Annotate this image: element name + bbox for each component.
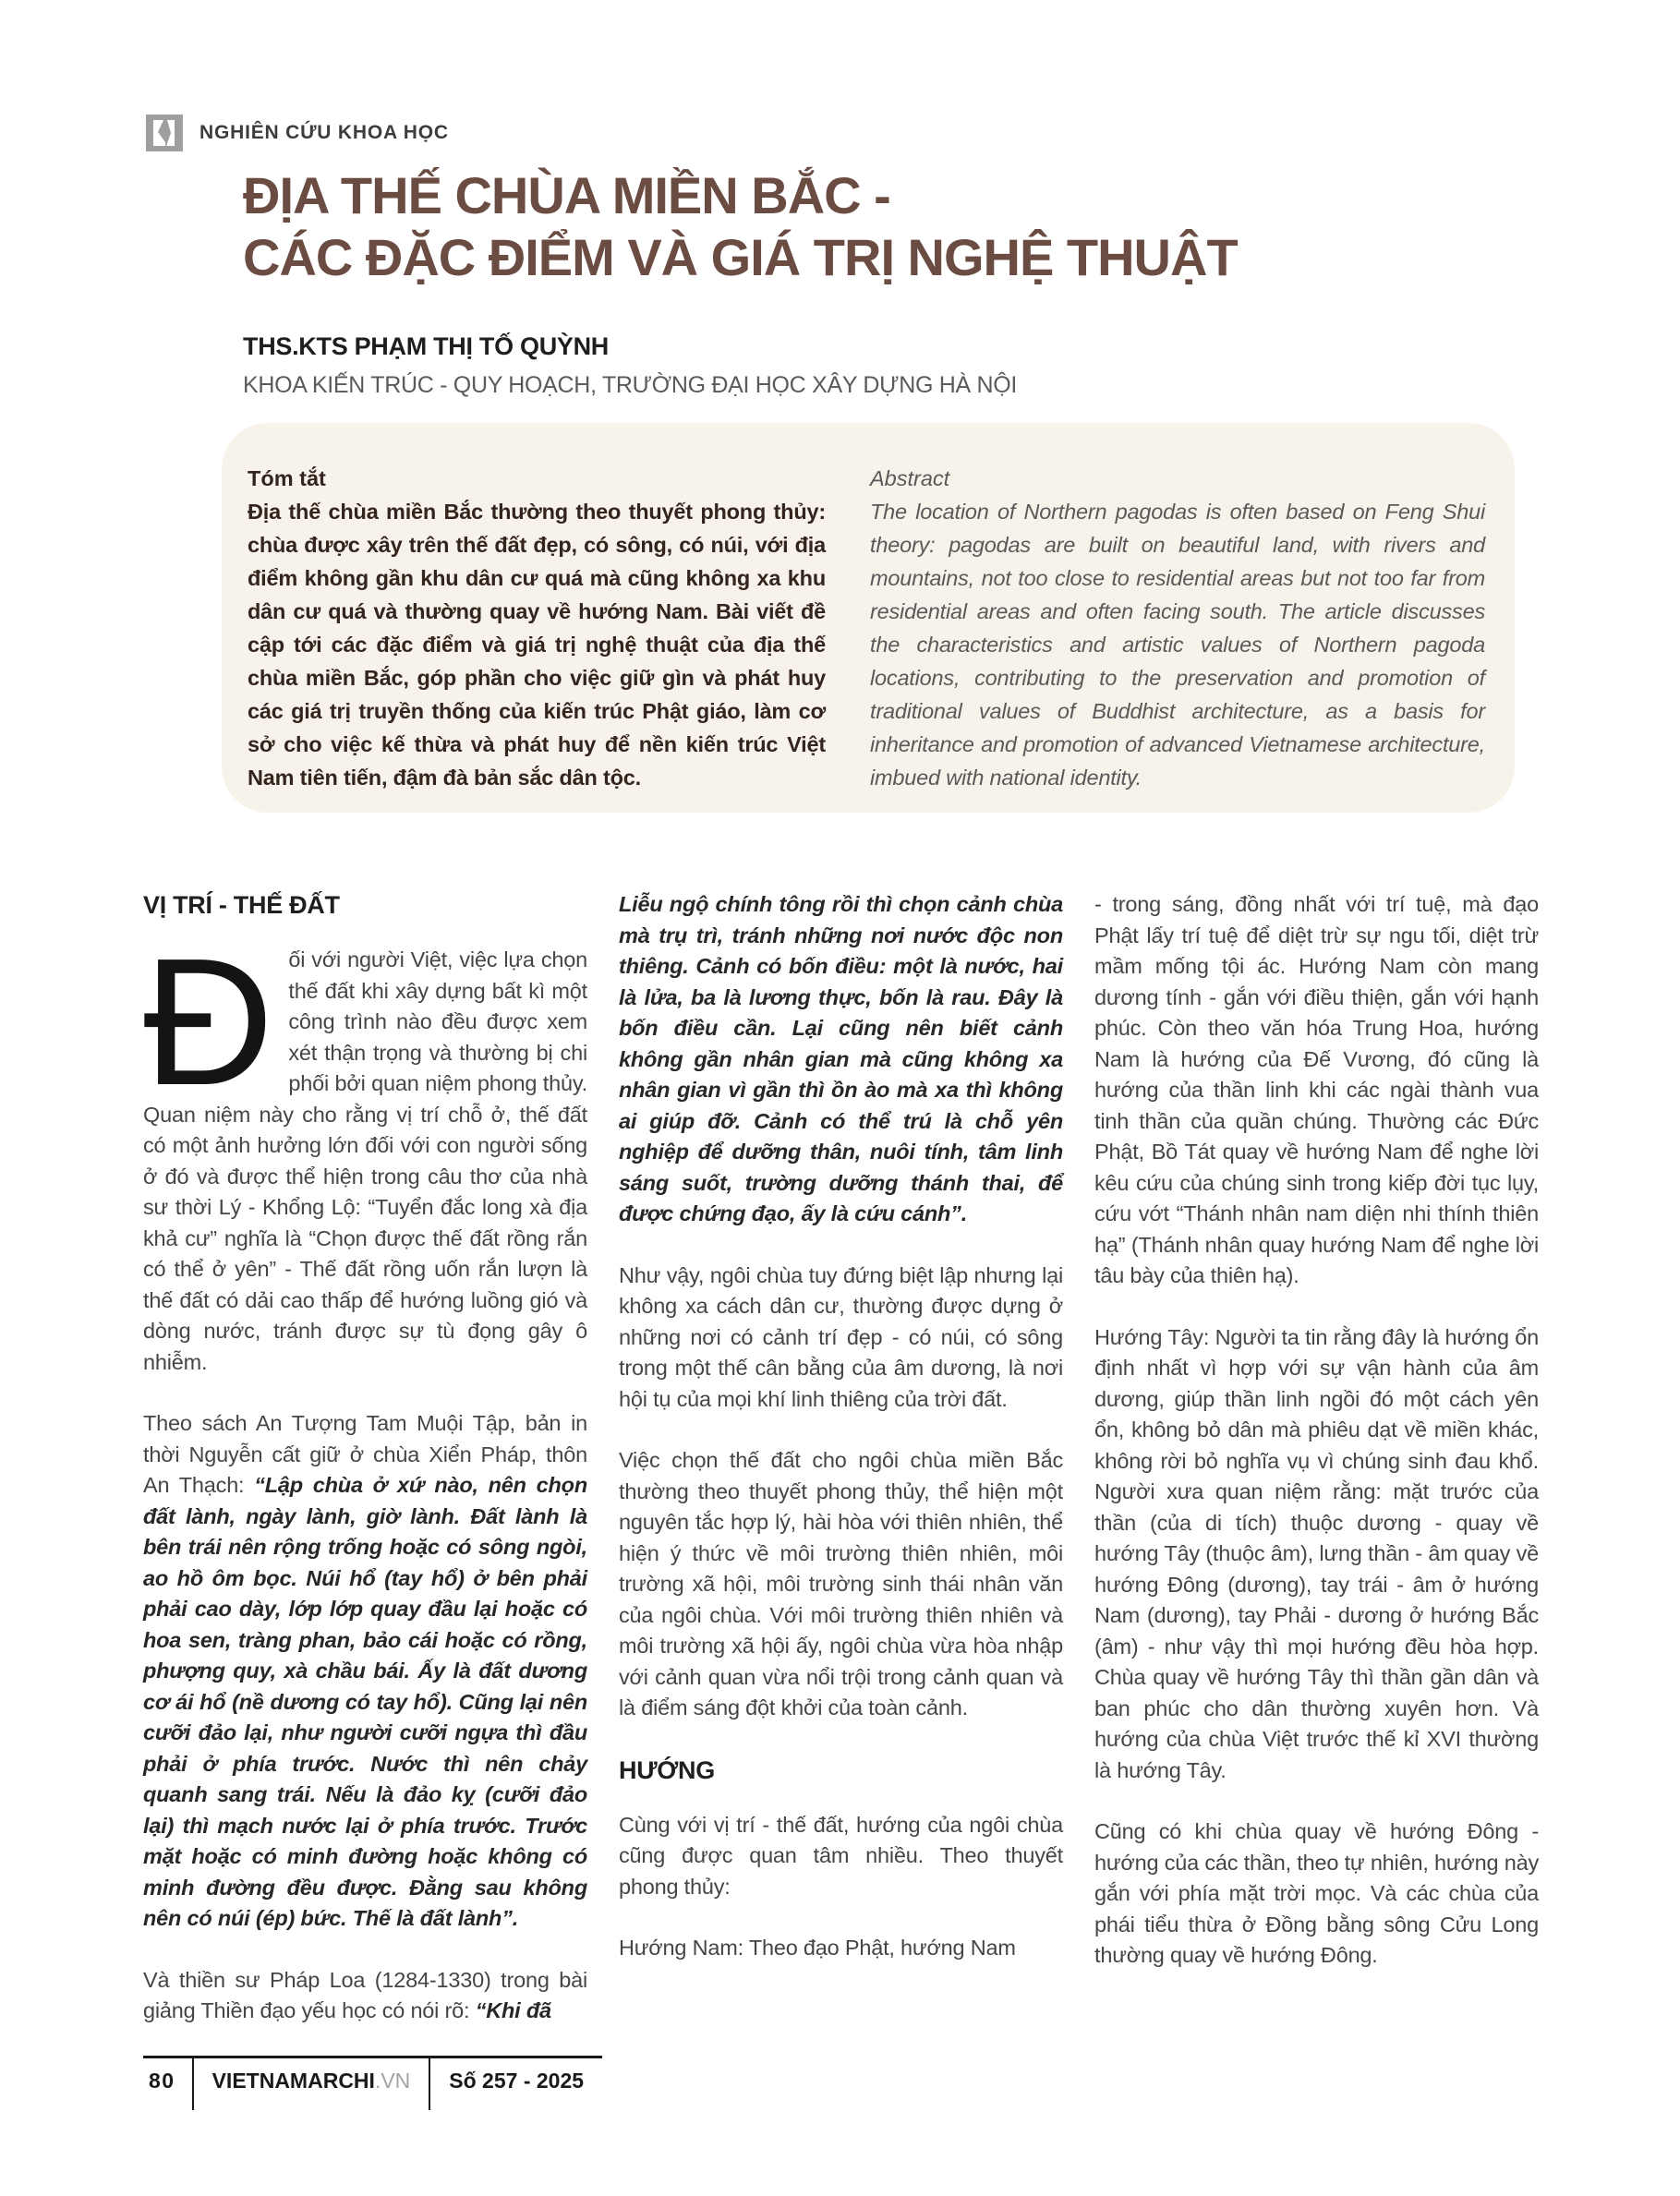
paragraph: Như vậy, ngôi chùa tuy đứng biệt lập nhưng lại không xa cách dân cư, thường được dựng ở những nơi có cảnh trí đẹp - có núi, có sông trong một thế cân bằng của âm dương, là nơi hội tụ của mọi khí linh thiêng của trời đất. — [619, 1262, 1063, 1411]
paragraph: Cùng với vị trí - thế đất, hướng của ngôi chùa cũng được quan tâm nhiều. Theo thuyết phong thủy: — [619, 1812, 1063, 1899]
abstract-vietnamese — [248, 462, 826, 813]
heading-huong: HƯỚNG — [619, 1756, 715, 1784]
abstract-en-body: The location of Northern pagodas is often based on Feng Shui theory: pagodas are built on beautiful land, with rivers and mountains, not too close to residential areas but not too far from residential areas and often facing south. The article discusses the characteristics and artistic values of Northern pagoda locations, contributing to the preservation and promotion of traditional values of Buddhist architecture, as a basis for inheritance and promotion of advanced Vietnamese architecture, imbued with national identity. — [870, 500, 1485, 790]
author-name: THS.KTS PHẠM THỊ TỐ QUỲNH — [243, 332, 609, 360]
section-label: NGHIÊN CỨU KHOA HỌC — [199, 122, 449, 143]
paragraph: Cũng có khi chùa quay về hướng Đông - hướng của các thần, theo tự nhiên, hướng này gắn với phía mặt trời mọc. Và các chùa của phái tiểu thừa ở Đồng bằng sông Cửu Long thường quay về hướng Đông. — [1094, 1819, 1539, 1967]
quoted-text: “Lập chùa ở xứ nào, nên chọn đất lành, ngày lành, giờ lành. Đất lành là bên trái nên rộng trống hoặc có sông ngòi, ao hồ ôm bọc. Núi hổ (tay hổ) ở bên phải phải cao dày, lớp lớp quay đầu lại hoặc có hoa sen, tràng phan, bảo cái hoặc có rồng, phượng quy, xà chầu bái. Ấy là đất dương cơ ái hổ (nề dương có tay hổ). Cũng lại nên cưỡi đảo lại, như người cưỡi ngựa thì đầu phải ở phía trước. Nước thì nên chảy quanh sang trái. Nếu là đảo kỵ (cưỡi đảo lại) thì mạch nước lại ở phía trước. Trước mặt hoặc có minh đường hoặc không có minh đường đều được. Đằng sau không nên có núi (ép) bức. Thế là đất lành”. — [143, 1473, 587, 1930]
issue-number: Số 257 - 2025 — [449, 2069, 585, 2093]
body-column-1 — [143, 889, 587, 2027]
site-name-suffix: .VN — [374, 2069, 411, 2093]
paragraph: Việc chọn thế đất cho ngôi chùa miền Bắc thường theo thuyết phong thủy, thể hiện một nguyên tắc hợp lý, hài hòa với thiên nhiên, thể hiện ý thức về môi trường thiên nhiên, môi trường xã hội, môi trường sinh thái nhân văn của ngôi chùa. Với môi trường thiên nhiên và môi trường xã hội ấy, ngôi chùa vừa hòa nhập với cảnh quan vừa nổi trội trong cảnh quan và là điểm sáng đột khởi của toàn cảnh. — [619, 1448, 1063, 1719]
journal-logo-icon — [146, 115, 183, 151]
article-title-line1: ĐỊA THẾ CHÙA MIỀN BẮC - — [243, 166, 890, 224]
abstract-vi-heading: Tóm tắt — [248, 466, 326, 490]
quoted-text-continued: Liễu ngộ chính tông rồi thì chọn cảnh chùa mà trụ trì, tránh những nơi nước độc non thiêng. Cảnh có bốn điều: một là nước, hai là lửa, ba là lương thực, bốn là rau. Đây là bốn điều cần. Lại cũng nên biết cảnh không gần nhân gian mà cũng không xa nhân gian vì gần thì ồn ào mà xa thì không ai giúp đỡ. Cảnh có thể trú là chỗ yên nghiệp để dưỡng thân, nuôi tính, tâm linh sáng suốt, trường dưỡng thánh thai, để được chứng đạo, ấy là cứu cánh”. — [619, 892, 1063, 1225]
article-title — [243, 164, 1238, 288]
paragraph: Hướng Tây: Người ta tin rằng đây là hướng ổn định nhất vì hợp với sự vận hành của âm dương, giúp thần linh ngồi đó một cách yên ổn, không bỏ dân mà phiêu dạt về miền khác, không rời bỏ nghĩa vụ vì chúng sinh đau khổ. Người xưa quan niệm rằng: mặt trước của thần (của di tích) thuộc dương - quay về hướng Tây (thuộc âm), lưng thần - âm quay về hướng Đông (dương), tay trái - âm ở hướng Nam (dương), tay Phải - dương ở hướng Bắc (âm) - như vậy thì mọi hướng đều hòa hợp. Chùa quay về hướng Tây thì thần gần dân và ban phúc cho dân thường xuyên hơn. Và hướng của chùa Việt trước thế kỉ XVI thường là hướng Tây. — [1094, 1324, 1539, 1782]
abstract-box — [222, 423, 1515, 813]
paragraph — [143, 1965, 587, 2027]
body-column-2 — [619, 889, 1063, 2027]
paragraph-text: ối với người Việt, việc lựa chọn thế đất khi xây dựng bất kì một công trình nào đều được xem xét thận trọng và thường bị chi phối bởi quan niệm phong thủy. Quan niệm này cho rằng vị trí chỗ ở, thế đất có một ảnh hưởng lớn đối với con người sống ở đó và được thể hiện trong câu thơ của nhà sư thời Lý - Khổng Lộ: “Tuyển đắc long xà địa khả cư” nghĩa là “Chọn được thế đất rồng rắn có thể ở yên” - Thế đất rồng uốn rắn lượn là thế đất có dải cao thấp để hướng luồng gió và dòng nước, tránh được sự tù đọng gây ô nhiễm. — [143, 947, 587, 1374]
abstract-en-heading: Abstract — [870, 466, 950, 490]
page-footer — [143, 2056, 602, 2110]
paragraph-text: Và thiền sư Pháp Loa (1284-1330) trong bài giảng Thiền đạo yếu học có nói rõ: — [143, 1967, 587, 2022]
heading-vi-tri-the-dat: VỊ TRÍ - THẾ ĐẤT — [143, 891, 340, 919]
article-title-line2: CÁC ĐẶC ĐIỂM VÀ GIÁ TRỊ NGHỆ THUẬT — [243, 228, 1238, 286]
page-header — [146, 115, 449, 151]
page-number: 80 — [149, 2069, 175, 2093]
quoted-text: “Khi đã — [475, 1998, 551, 2022]
paragraph — [143, 1408, 587, 1935]
site-name — [192, 2058, 431, 2110]
paragraph: Hướng Nam: Theo đạo Phật, hướng Nam — [619, 1936, 1016, 1960]
paragraph-text: Theo sách An Tượng Tam Muội Tập, bản in thời Nguyễn cất giữ ở chùa Xiển Pháp, thôn An Thạch: — [143, 1411, 587, 1497]
site-name-main: VIETNAMARCHI — [212, 2069, 375, 2093]
article-body — [143, 889, 1540, 2027]
paragraph: - trong sáng, đồng nhất với trí tuệ, mà đạo Phật lấy trí tuệ để diệt trừ sự ngu tối, diệt trừ mầm mống tội ác. Hướng Nam còn mang dương tính - gắn với điều thiện, gắn với hạnh phúc. Còn theo văn hóa Trung Hoa, hướng Nam là hướng của Đế Vương, đó cũng là hướng của thần linh khi các ngài thành vua tinh thần của quần chúng. Thường các Đức Phật, Bồ Tát quay về hướng Nam để nghe lời kêu cứu của chúng sinh trong kiếp đời tục lụy, cứu vớt “Thánh nhân nam diện nhi thính thiên hạ” (Thánh nhân quay hướng Nam để nghe lời tâu bày của thiên hạ). — [1094, 892, 1539, 1287]
abstract-vi-body: Địa thế chùa miền Bắc thường theo thuyết phong thủy: chùa được xây trên thế đất đẹp, có sông, có núi, với địa điểm không gần khu dân cư quá mà cũng không xa khu dân cư quá và thường quay về hướng Nam. Bài viết đề cập tới các đặc điểm và giá trị nghệ thuật của địa thế chùa miền Bắc, góp phần cho việc giữ gìn và phát huy các giá trị truyền thống của kiến trúc Phật giáo, làm cơ sở cho việc kế thừa và phát huy để nền kiến trúc Việt Nam tiên tiến, đậm đà bản sắc dân tộc. — [248, 500, 826, 790]
body-column-3 — [1094, 889, 1539, 2027]
author-affiliation: KHOA KIẾN TRÚC - QUY HOẠCH, TRƯỜNG ĐẠI HỌC XÂY DỰNG HÀ NỘI — [243, 372, 1018, 398]
drop-cap-letter: Đ — [143, 921, 274, 1123]
abstract-english — [870, 462, 1485, 813]
paragraph — [143, 921, 587, 1378]
